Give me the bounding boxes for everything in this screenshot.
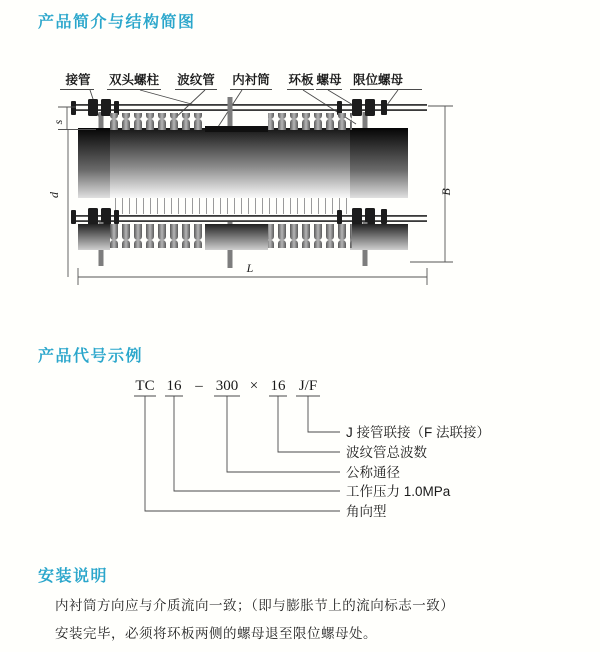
installation-note-line2: 安装完毕，必须将环板两侧的螺母退至限位螺母处。 xyxy=(55,626,377,641)
callout-waves: 波纹管总波数 xyxy=(346,445,427,460)
label-limit-nut: 限位螺母 xyxy=(352,73,404,87)
product-code-diagram xyxy=(100,372,500,527)
svg-text:d: d xyxy=(47,192,61,198)
dimension-d xyxy=(47,130,68,277)
lower-body xyxy=(78,224,408,250)
svg-text:L: L xyxy=(246,261,254,275)
code-segment-waves: 16 xyxy=(270,378,286,394)
installation-note-line1: 内衬筒方向应与介质流向一致；（即与膨胀节上的流向标志一致） xyxy=(55,598,455,613)
section-heading-intro: 产品简介与结构简图 xyxy=(38,14,196,31)
code-segment-pressure: 16 xyxy=(166,378,182,394)
label-ring-plate: 环板 xyxy=(288,73,314,87)
code-callout-lines xyxy=(145,396,340,511)
upper-body xyxy=(78,113,408,198)
label-nut: 螺母 xyxy=(316,73,342,87)
section-comb xyxy=(110,198,352,214)
code-segment-connection: J/F xyxy=(298,378,318,394)
callout-connection: J 接管联接（F 法联接） xyxy=(346,425,490,440)
section-heading-code-example: 产品代号示例 xyxy=(38,348,144,365)
label-inner-liner: 内衬筒 xyxy=(232,73,270,87)
callout-type: 角向型 xyxy=(346,504,387,519)
label-double-end-stud: 双头螺柱 xyxy=(108,73,160,87)
label-connection-pipe: 接管 xyxy=(65,73,91,87)
label-bellows: 波纹管 xyxy=(177,73,215,87)
code-segment-dash: – xyxy=(195,378,203,394)
code-segment-type: TC xyxy=(135,378,155,394)
code-segment-times: × xyxy=(249,378,259,394)
callout-diameter: 公称通径 xyxy=(346,465,400,480)
callout-pressure: 工作压力 1.0MPa xyxy=(346,484,451,499)
svg-text:B: B xyxy=(439,188,453,196)
dimension-l xyxy=(78,261,427,285)
structure-diagram xyxy=(40,62,460,310)
code-segment-diameter: 300 xyxy=(215,378,239,394)
svg-text:s: s xyxy=(51,119,65,125)
section-heading-installation: 安装说明 xyxy=(38,568,109,585)
dimension-b xyxy=(410,106,453,262)
